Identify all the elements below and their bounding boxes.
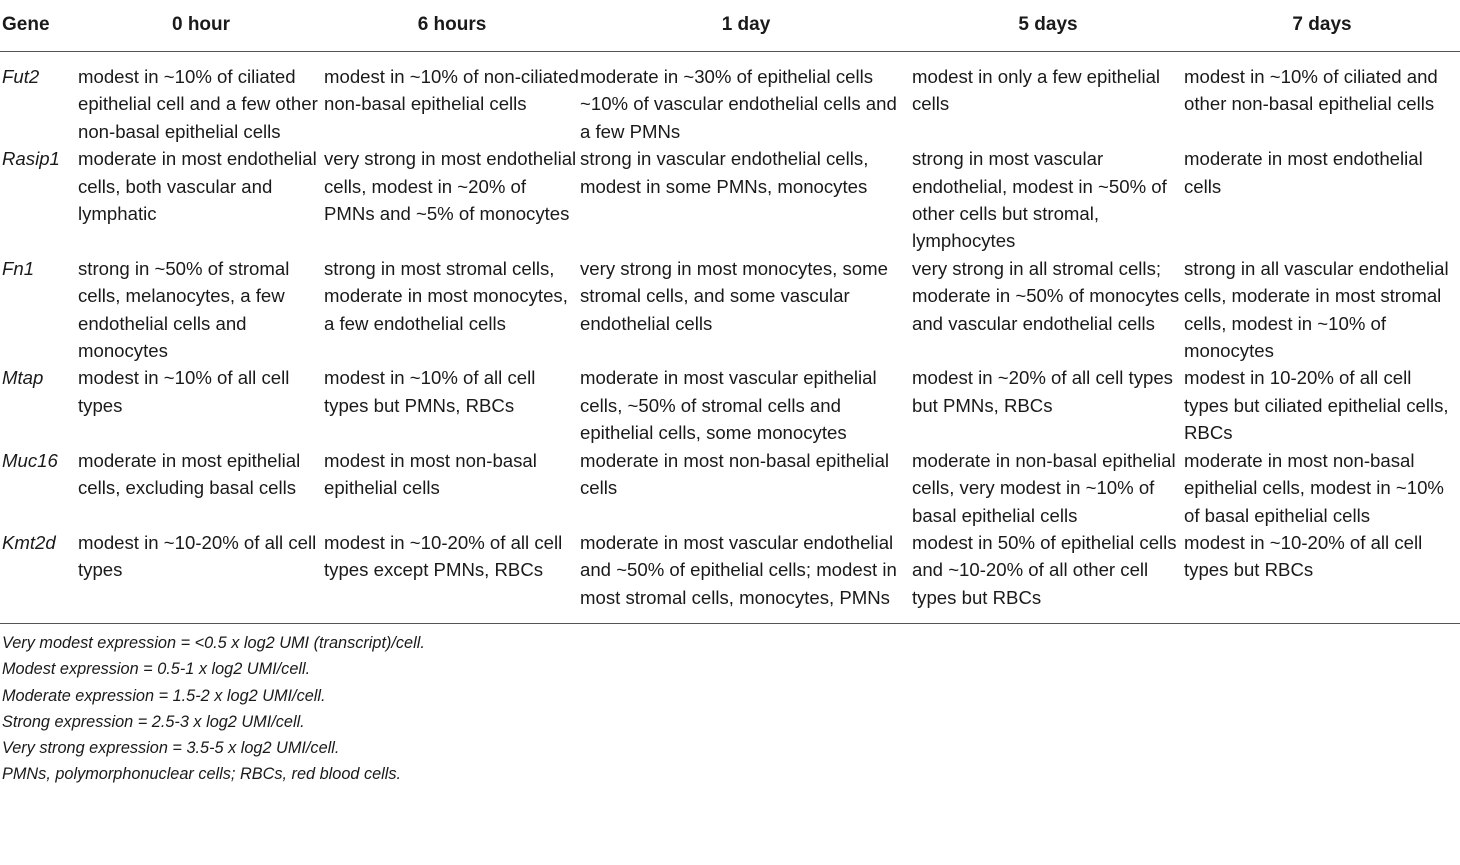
cell-0-hour: moderate in most epithelial cells, excluding basal cells xyxy=(78,449,301,499)
cell-7-days: modest in ~10% of ciliated and other non-basal epithelial cells xyxy=(1184,66,1438,115)
gene-name: Muc16 xyxy=(2,449,58,471)
cell-1-day: moderate in most vascular epithelial cells, ~50% of stromal cells and epithelial cells, some monocytes xyxy=(580,367,877,444)
footnote: Modest expression = 0.5-1 x log2 UMI/cell. xyxy=(2,660,311,679)
header-0-hour: 0 hour xyxy=(78,1,324,52)
gene-name: Fut2 xyxy=(2,66,40,87)
table-row xyxy=(0,364,1460,446)
table-row xyxy=(0,52,1460,146)
cell-5-days: very strong in all stromal cells; moderate in ~50% of monocytes and vascular endothelial cells xyxy=(912,257,1180,334)
cell-5-days: modest in ~20% of all cell types but PMNs, RBCs xyxy=(912,367,1173,416)
gene-name: Rasip1 xyxy=(2,148,60,170)
gene-name: Kmt2d xyxy=(0,529,78,624)
cell-7-days: moderate in most endothelial cells xyxy=(1184,148,1423,197)
cell-1-day: moderate in most non-basal epithelial cells xyxy=(580,449,890,499)
cell-6-hours: modest in most non-basal epithelial cells xyxy=(324,449,537,499)
header-7-days: 7 days xyxy=(1184,1,1460,52)
cell-5-days: modest in 50% of epithelial cells and ~10-20% of all other cell types but RBCs xyxy=(912,529,1184,624)
table-header xyxy=(0,1,1460,52)
cell-6-hours: strong in most stromal cells, moderate in most monocytes, a few endothelial cells xyxy=(324,257,568,334)
footnote: Moderate expression = 1.5-2 x log2 UMI/cell. xyxy=(2,686,326,705)
footnote: PMNs, polymorphonuclear cells; RBCs, red blood cells. xyxy=(2,765,402,784)
footnote: Very modest expression = <0.5 x log2 UMI (transcript)/cell. xyxy=(2,634,425,653)
cell-1-day: moderate in ~30% of epithelial cells ~10% of vascular endothelial cells and a few PMNs xyxy=(580,66,897,142)
cell-5-days: strong in most vascular endothelial, modest in ~50% of other cells but stromal, lymphocytes xyxy=(912,148,1167,252)
cell-6-hours: modest in ~10% of non-ciliated non-basal epithelial cells xyxy=(324,66,579,115)
table-footnotes xyxy=(0,630,1460,787)
cell-5-days: moderate in non-basal epithelial cells, very modest in ~10% of basal epithelial cells xyxy=(912,449,1176,526)
cell-6-hours: very strong in most endothelial cells, modest in ~20% of PMNs and ~5% of monocytes xyxy=(324,148,577,225)
header-5-days: 5 days xyxy=(912,1,1184,52)
gene-name: Fn1 xyxy=(2,257,35,279)
table-body xyxy=(0,52,1460,624)
table-row xyxy=(0,145,1460,255)
cell-7-days: moderate in most non-basal epithelial cells, modest in ~10% of basal epithelial cells xyxy=(1184,449,1444,526)
cell-0-hour: strong in ~50% of stromal cells, melanocytes, a few endothelial cells and monocytes xyxy=(78,257,290,362)
cell-7-days: modest in 10-20% of all cell types but ciliated epithelial cells, RBCs xyxy=(1184,367,1449,444)
cell-7-days: modest in ~10-20% of all cell types but RBCs xyxy=(1184,529,1460,624)
gene-name: Mtap xyxy=(2,367,44,389)
cell-0-hour: modest in ~10-20% of all cell types xyxy=(78,529,324,624)
cell-0-hour: moderate in most endothelial cells, both vascular and lymphatic xyxy=(78,148,317,225)
cell-0-hour: modest in ~10% of ciliated epithelial cell and a few other non-basal epithelial cells xyxy=(78,66,318,142)
cell-5-days: modest in only a few epithelial cells xyxy=(912,66,1161,115)
footnote: Very strong expression = 3.5-5 x log2 UMI/cell. xyxy=(2,738,340,757)
header-gene: Gene xyxy=(0,1,78,52)
table-row xyxy=(0,529,1460,624)
table-row xyxy=(0,447,1460,529)
header-1-day: 1 day xyxy=(580,1,912,52)
cell-0-hour: modest in ~10% of all cell types xyxy=(78,367,290,416)
cell-1-day: moderate in most vascular endothelial and ~50% of epithelial cells; modest in most stromal cells, monocytes, PMNs xyxy=(580,529,912,624)
cell-1-day: very strong in most monocytes, some stromal cells, and some vascular endothelial cells xyxy=(580,257,888,334)
table-row xyxy=(0,255,1460,365)
cell-6-hours: modest in ~10-20% of all cell types except PMNs, RBCs xyxy=(324,529,580,624)
header-6-hours: 6 hours xyxy=(324,1,580,52)
footnote: Strong expression = 2.5-3 x log2 UMI/cell. xyxy=(2,712,305,731)
cell-6-hours: modest in ~10% of all cell types but PMNs, RBCs xyxy=(324,367,536,416)
cell-7-days: strong in all vascular endothelial cells, moderate in most stromal cells, modest in ~10% of monocytes xyxy=(1184,257,1449,362)
cell-1-day: strong in vascular endothelial cells, modest in some PMNs, monocytes xyxy=(580,148,869,197)
header-row xyxy=(0,1,1460,52)
